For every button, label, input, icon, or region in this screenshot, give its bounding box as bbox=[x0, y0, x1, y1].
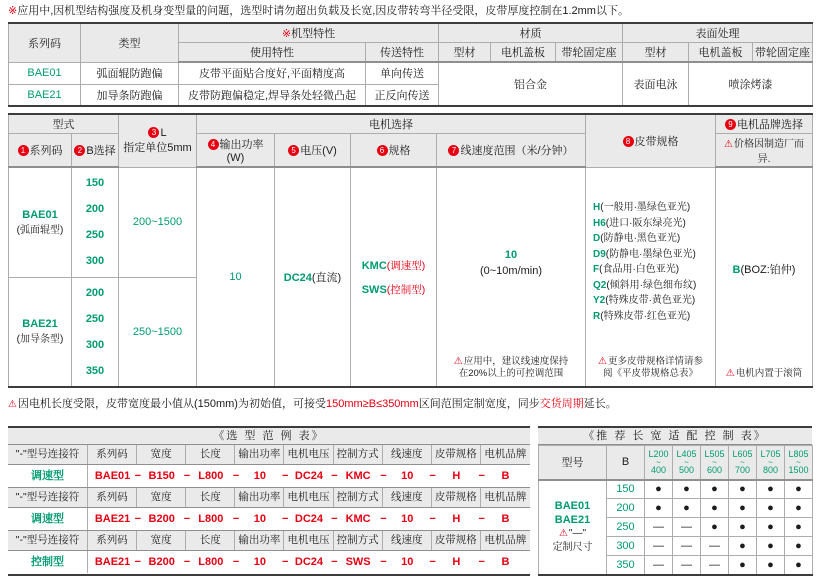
col-header-l-range: L505 ~ 600 bbox=[701, 446, 729, 480]
cell: 10 − bbox=[253, 513, 289, 525]
brand-note: ⚠电机内置于滚筒 bbox=[725, 368, 803, 379]
circled-1-icon: 1 bbox=[18, 145, 29, 156]
col-header-b: B bbox=[607, 446, 645, 480]
cell: DC24 − bbox=[294, 556, 338, 568]
col-header-profile-2: 型材 bbox=[623, 43, 689, 63]
b-value: 200 bbox=[607, 499, 645, 518]
compat-mark: ● bbox=[757, 537, 785, 556]
selection-row-bae01 bbox=[9, 167, 813, 277]
col-header: 宽度 bbox=[137, 488, 186, 507]
series-code-cell: BAE01 bbox=[9, 62, 81, 84]
col-header: 系列码 bbox=[88, 488, 137, 507]
col-header-voltage: 5 电压(V) bbox=[275, 134, 351, 168]
row-type-label: 调速型 bbox=[8, 465, 88, 487]
col-header: 长度 bbox=[186, 445, 235, 464]
compat-mark: ● bbox=[757, 556, 785, 575]
belt-item: H(一般用·墨绿色亚光) bbox=[593, 202, 691, 214]
cell: SWS − bbox=[345, 556, 387, 568]
col-header: 长度 bbox=[186, 531, 235, 550]
cell: B bbox=[501, 513, 510, 525]
col-header: 系列码 bbox=[88, 531, 137, 550]
col-header-motor-cover-2: 电机盖板 bbox=[689, 43, 753, 63]
warning-icon: ⚠ bbox=[724, 139, 733, 150]
compat-mark: ● bbox=[729, 556, 757, 575]
surface-paint-cell: 喷涂烤漆 bbox=[689, 62, 813, 106]
row-type-label: 调速型 bbox=[8, 508, 88, 530]
belt-item: H6(进口·阪东绿亮光) bbox=[593, 217, 686, 229]
col-header: 线速度 bbox=[383, 445, 432, 464]
cell: BAE21 − bbox=[94, 513, 142, 525]
cell: L800 − bbox=[198, 513, 240, 525]
feature-title: 机型特性 bbox=[291, 28, 336, 40]
warning-icon: ⚠ bbox=[725, 368, 735, 379]
compat-mark: ● bbox=[757, 499, 785, 518]
cell: 10 − bbox=[253, 470, 289, 482]
circled-3-icon: 3 bbox=[148, 127, 159, 138]
length-unit: 指定单位5mm bbox=[123, 141, 192, 154]
col-header-spec: 6 规格 bbox=[351, 134, 437, 168]
selection-example-table bbox=[8, 426, 530, 576]
series-cell: BAE01 (弧面辊型) bbox=[9, 167, 72, 277]
top-note-text: 应用中,因机型结构强度及机身变型量的问题，选型时请勿超出负载及长宽,因皮带转弯半径受限，皮带厚度控制在1.2mm以下。 bbox=[17, 5, 629, 17]
transfer-cell: 单向传送 bbox=[366, 62, 439, 84]
custom-size-note: ⚠"—" bbox=[558, 528, 587, 539]
b-value: 250 bbox=[607, 518, 645, 537]
col-header-l-range: L805 ~ 1500 bbox=[785, 446, 813, 480]
row-type-label: 控制型 bbox=[8, 551, 88, 573]
warning-icon: ⚠ bbox=[8, 399, 17, 410]
example-value-row bbox=[8, 551, 530, 573]
col-header-series-code: 系列码 bbox=[9, 23, 81, 62]
type-cell: 弧面辊防跑偏 bbox=[81, 62, 179, 84]
l-range-cell: 250~1500 bbox=[119, 277, 197, 387]
belt-list bbox=[593, 200, 696, 324]
col-group-surface: 表面处理 bbox=[623, 23, 813, 43]
col-header: 长度 bbox=[186, 488, 235, 507]
cell: H − bbox=[452, 470, 485, 482]
speed-note: ⚠应用中，建议线速度保持 在20%以上的可控调范围 bbox=[453, 356, 569, 379]
compat-mark: ● bbox=[785, 480, 813, 499]
compat-mark: — bbox=[701, 537, 729, 556]
compat-mark: ● bbox=[757, 518, 785, 537]
col-header: 线速度 bbox=[383, 488, 432, 507]
belt-item: R(特殊皮带·红色亚光) bbox=[593, 310, 691, 322]
info-header-row-1 bbox=[9, 23, 813, 43]
series-code-cell: BAE21 bbox=[9, 84, 81, 106]
col-header-transfer: 传送特性 bbox=[366, 43, 439, 63]
cell: B200 − bbox=[148, 556, 191, 568]
type-cell: 加导条防跑偏 bbox=[81, 84, 179, 106]
cell: DC24 − bbox=[294, 513, 338, 525]
col-header: 控制方式 bbox=[334, 531, 383, 550]
b-options-cell: 150 200 250 300 bbox=[72, 167, 119, 277]
usage-cell: 皮带防跑偏稳定,焊导条处轻微凸起 bbox=[179, 84, 366, 106]
compat-mark: — bbox=[673, 556, 701, 575]
compat-mark: ● bbox=[785, 556, 813, 575]
example-table-title: 《选 型 范 例 表》 bbox=[8, 428, 530, 445]
b-value: 300 bbox=[607, 537, 645, 556]
l-range-cell: 200~1500 bbox=[119, 167, 197, 277]
cell: 10 − bbox=[401, 556, 436, 568]
compat-table bbox=[538, 426, 812, 576]
model-selection-table bbox=[8, 113, 813, 388]
col-header-l-range: L605 ~ 700 bbox=[729, 446, 757, 480]
col-header: 控制方式 bbox=[334, 445, 383, 464]
series-info-table bbox=[8, 22, 813, 107]
brand-value: B(BOZ:铂仲) bbox=[732, 263, 796, 276]
col-header-l-range: L705 ~ 800 bbox=[757, 446, 785, 480]
col-header-series: 1 系列码 bbox=[9, 134, 72, 168]
series-cell: BAE21 (加导条型) bbox=[9, 277, 72, 387]
example-value-row bbox=[8, 508, 530, 531]
compat-mark: ● bbox=[701, 480, 729, 499]
surface-profile-cell: 表面电泳 bbox=[623, 62, 689, 106]
col-header: 电机品牌 bbox=[484, 491, 527, 503]
cell: L800 − bbox=[198, 470, 240, 482]
col-header: 电机电压 bbox=[284, 488, 333, 507]
usage-cell: 皮带平面贴合度好,平面精度高 bbox=[179, 62, 366, 84]
cell: 10 − bbox=[401, 513, 436, 525]
col-header: 输出功率 bbox=[235, 531, 284, 550]
compat-mark: ● bbox=[729, 480, 757, 499]
col-header: 线速度 bbox=[383, 531, 432, 550]
compat-mark: ● bbox=[729, 499, 757, 518]
length-label: 3 L bbox=[121, 127, 194, 139]
delivery-highlight: 交货周期 bbox=[539, 398, 584, 410]
brand-price-note: ⚠价格因制造厂而异. bbox=[716, 134, 813, 168]
width-customization-note: ⚠因电机长度受限，皮带宽度最小值从(150mm)为初始值，可接受150mm≥B≤350mm区间范围定制宽度，同步交货周期延长。 bbox=[8, 398, 617, 410]
warning-icon: ⚠ bbox=[558, 528, 568, 539]
col-header-l-range: L200 ~ 400 bbox=[645, 446, 673, 480]
compat-mark: ● bbox=[785, 518, 813, 537]
cell: 10 − bbox=[253, 556, 289, 568]
cell: L800 − bbox=[198, 556, 240, 568]
example-header-row bbox=[8, 488, 530, 508]
compat-header-row bbox=[539, 446, 813, 480]
compat-mark: ● bbox=[785, 499, 813, 518]
col-group-motor-selection: 电机选择 bbox=[197, 114, 586, 134]
cell: H − bbox=[452, 513, 485, 525]
col-header-usage: 使用特性 bbox=[179, 43, 366, 63]
col-header-motor-cover: 电机盖板 bbox=[491, 43, 556, 63]
col-header: 宽度 bbox=[137, 531, 186, 550]
info-row-bae01 bbox=[9, 62, 813, 84]
col-header: 电机品牌 bbox=[484, 448, 527, 460]
col-header-motor-brand: 9 电机品牌选择 bbox=[716, 114, 813, 134]
cell: B bbox=[501, 470, 510, 482]
compat-mark: ● bbox=[673, 499, 701, 518]
warning-icon: ⚠ bbox=[598, 355, 607, 367]
motor-brand-cell bbox=[716, 167, 813, 387]
voltage-cell: DC24(直流) bbox=[275, 167, 351, 387]
cell: BAE21 − bbox=[94, 556, 142, 568]
col-header: 系列码 bbox=[88, 445, 137, 464]
compat-mark: — bbox=[645, 556, 673, 575]
col-header: "-"型号连接符 bbox=[8, 445, 88, 464]
col-header-power: 4 输出功率(W) bbox=[197, 134, 275, 168]
circled-9-icon: 9 bbox=[725, 119, 736, 130]
col-header: 电机电压 bbox=[284, 531, 333, 550]
circled-2-icon: 2 bbox=[74, 145, 85, 156]
compat-mark: — bbox=[701, 556, 729, 575]
circled-7-icon: 7 bbox=[448, 145, 459, 156]
material-value-cell: 铝合金 bbox=[439, 62, 623, 106]
compat-mark: ● bbox=[757, 480, 785, 499]
compat-mark: ● bbox=[785, 537, 813, 556]
col-group-material: 材质 bbox=[439, 23, 623, 43]
col-header-belt-spec: 8 皮带规格 bbox=[586, 114, 716, 167]
belt-item: D(防静电·黑色亚光) bbox=[593, 233, 681, 245]
compat-row bbox=[539, 480, 813, 499]
example-header-row bbox=[8, 531, 530, 551]
compat-mark: ● bbox=[701, 518, 729, 537]
circled-4-icon: 4 bbox=[208, 139, 219, 150]
col-header-speed-range: 7 线速度范围（米/分钟） bbox=[437, 134, 586, 168]
col-header: 皮带规格 bbox=[432, 488, 481, 507]
col-header-model: 型号 bbox=[539, 446, 607, 480]
width-range-highlight: 150mm≥B≤350mm bbox=[325, 398, 419, 410]
col-header: 控制方式 bbox=[334, 488, 383, 507]
col-header: 电机电压 bbox=[284, 445, 333, 464]
circled-6-icon: 6 bbox=[377, 145, 388, 156]
model-cell: BAE01 BAE21 ⚠"—" 定制尺寸 bbox=[539, 480, 607, 575]
cell: DC24 − bbox=[294, 470, 338, 482]
cell: KMC − bbox=[345, 470, 387, 482]
col-header-b-choice: 2 B选择 bbox=[72, 134, 119, 168]
belt-spec-cell bbox=[586, 167, 716, 387]
transfer-cell: 正反向传送 bbox=[366, 84, 439, 106]
compat-mark: ● bbox=[701, 499, 729, 518]
col-header-l-range: L405 ~ 500 bbox=[673, 446, 701, 480]
belt-note: ⚠更多皮带规格详情请参 阅《平皮带规格总表》 bbox=[598, 355, 703, 379]
b-options-cell: 200 250 300 350 bbox=[72, 277, 119, 387]
example-header-row bbox=[8, 445, 530, 465]
b-value: 150 bbox=[607, 480, 645, 499]
compat-mark: ● bbox=[729, 518, 757, 537]
col-group-model: 型式 bbox=[9, 114, 119, 134]
belt-item: F(食品用·白色亚光) bbox=[593, 264, 680, 276]
col-header: 输出功率 bbox=[235, 445, 284, 464]
compat-mark: ● bbox=[645, 499, 673, 518]
compat-table-title: 《推 荐 长 宽 适 配 控 制 表》 bbox=[538, 428, 812, 445]
col-header: "-"型号连接符 bbox=[8, 531, 88, 550]
belt-item: Y2(特殊皮带·黄色亚光) bbox=[593, 295, 696, 307]
cell: KMC − bbox=[345, 513, 387, 525]
cell: B200 − bbox=[148, 513, 191, 525]
compat-mark: — bbox=[673, 537, 701, 556]
belt-item: Q2(倾斜用·绿色细布纹) bbox=[593, 279, 697, 291]
compat-mark: ● bbox=[645, 480, 673, 499]
cell: H − bbox=[452, 556, 485, 568]
note-asterisk: ※ bbox=[8, 5, 18, 17]
cell: B bbox=[501, 556, 510, 568]
compat-mark: ● bbox=[673, 480, 701, 499]
speed-cell: 10 (0~10m/min) ⚠应用中，建议线速度保持 在20%以上的可控调范围 bbox=[437, 167, 586, 387]
feature-asterisk: ※ bbox=[281, 28, 292, 40]
col-header: 电机品牌 bbox=[484, 534, 527, 546]
selection-header-row-1 bbox=[9, 114, 813, 134]
col-header: 皮带规格 bbox=[432, 531, 481, 550]
cell: B150 − bbox=[148, 470, 191, 482]
col-header-profile: 型材 bbox=[439, 43, 491, 63]
col-header-pulley-seat: 带轮固定座 bbox=[556, 43, 623, 63]
spec-sws: SWS(控制型) bbox=[361, 283, 426, 296]
cell: 10 − bbox=[401, 470, 436, 482]
cell: BAE01 − bbox=[94, 470, 142, 482]
col-header-type: 类型 bbox=[81, 23, 179, 62]
compat-mark: — bbox=[645, 518, 673, 537]
belt-item: D9(防静电·墨绿色亚光) bbox=[593, 248, 696, 260]
col-header-pulley-seat-2: 带轮固定座 bbox=[753, 43, 813, 63]
col-header: 皮带规格 bbox=[432, 445, 481, 464]
circled-5-icon: 5 bbox=[288, 145, 299, 156]
compat-mark: — bbox=[673, 518, 701, 537]
example-value-row bbox=[8, 465, 530, 488]
compat-mark: — bbox=[645, 537, 673, 556]
col-header: 输出功率 bbox=[235, 488, 284, 507]
power-cell: 10 bbox=[197, 167, 275, 387]
warning-icon: ⚠ bbox=[453, 356, 463, 367]
col-group-machine-features bbox=[179, 23, 439, 43]
spec-cell bbox=[351, 167, 437, 387]
b-value: 350 bbox=[607, 556, 645, 575]
col-header-length bbox=[119, 114, 197, 167]
top-note bbox=[8, 4, 812, 19]
col-header: 宽度 bbox=[137, 445, 186, 464]
col-header: "-"型号连接符 bbox=[8, 488, 88, 507]
compat-mark: ● bbox=[729, 537, 757, 556]
circled-8-icon: 8 bbox=[623, 136, 634, 147]
spec-kmc: KMC(调速型) bbox=[361, 259, 426, 272]
